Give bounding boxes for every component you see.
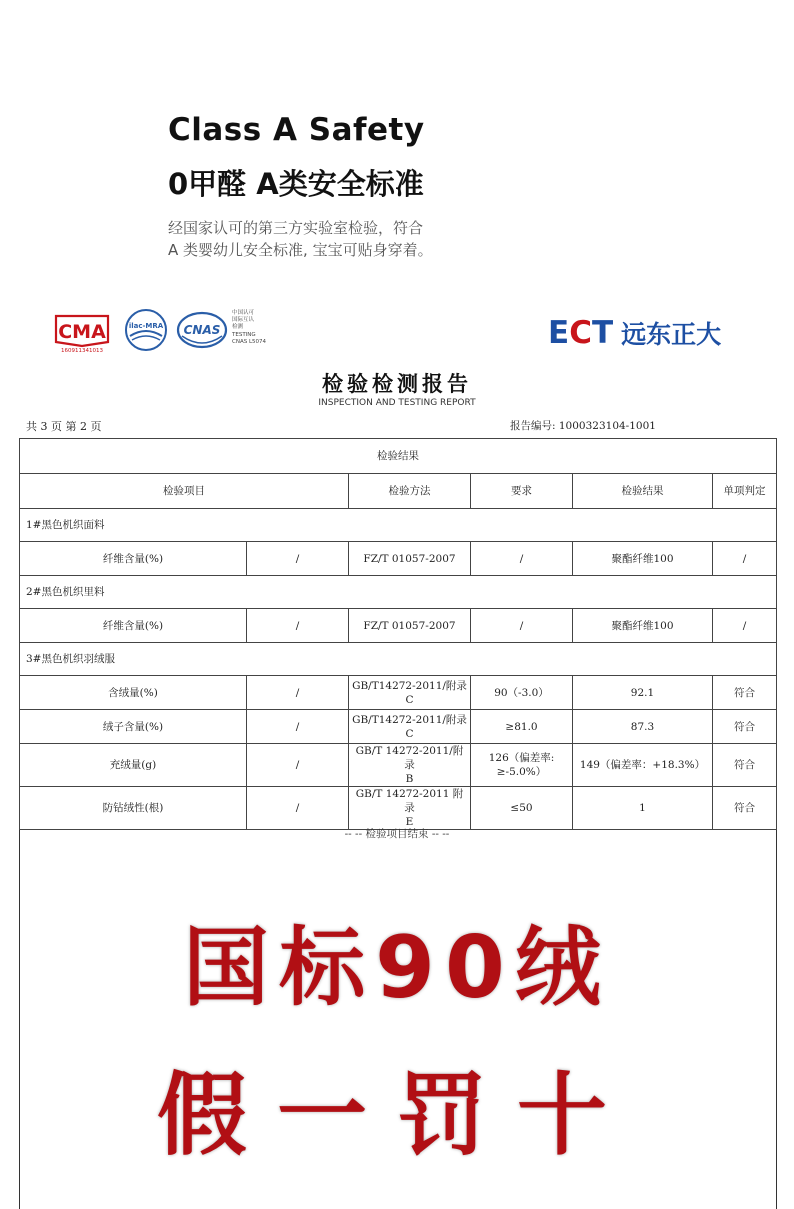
cnas-caption: [232, 310, 292, 346]
cell-result: 92.1: [573, 676, 713, 710]
cell-verdict: 符合: [713, 676, 777, 710]
cell-requirement: ≥81.0: [471, 710, 573, 744]
cell-method: [349, 676, 471, 710]
cnas-caption-line: 国际互认: [232, 317, 255, 324]
cell-method-line: C: [405, 727, 414, 740]
cell-result: 聚酯纤维100: [573, 542, 713, 576]
cma-logo-number: 160911341013: [61, 348, 103, 354]
ilac-mra-logo-text: ilac-MRA: [128, 322, 164, 330]
cell-sub: /: [247, 787, 349, 830]
table-row: [20, 710, 777, 744]
column-header-requirement: 要求: [471, 474, 573, 509]
cell-requirement: /: [471, 542, 573, 576]
table-row: [20, 542, 777, 576]
cell-sub: /: [247, 609, 349, 643]
cell-item: 纤维含量(%): [20, 609, 247, 643]
cnas-caption-line: 中国认可: [232, 310, 255, 316]
cell-item: 充绒量(g): [20, 744, 247, 787]
cell-sub: /: [247, 676, 349, 710]
cell-result: 149（偏差率：+18.3%）: [573, 744, 713, 787]
table-column-header-row: [20, 474, 777, 509]
ect-logo-chinese: 远东正大: [621, 320, 722, 349]
report-subtitle: INSPECTION AND TESTING REPORT: [318, 398, 476, 408]
cell-method-line: GB/T 14272-2011 附录: [355, 788, 464, 814]
cell-method-line: B: [405, 773, 414, 785]
section-header: 检验结果: [20, 439, 777, 474]
cell-item: 防钻绒性(根): [20, 787, 247, 830]
table-section-header-row: [20, 439, 777, 474]
ect-letter-e: E: [548, 315, 570, 351]
table-row: [20, 787, 777, 830]
cell-item: 绒子含量(%): [20, 710, 247, 744]
group-name: 2#黑色机织里料: [20, 576, 777, 609]
column-header-result: 检验结果: [573, 474, 713, 509]
column-header-method: 检验方法: [349, 474, 471, 509]
cell-sub: /: [247, 710, 349, 744]
table-row: [20, 744, 777, 787]
cell-method: FZ/T 01057-2007: [349, 609, 471, 643]
cell-verdict: 符合: [713, 787, 777, 830]
cell-method: [349, 787, 471, 830]
hero-description: [168, 217, 498, 261]
slogan-line-1: 国标90绒: [183, 918, 611, 1018]
cell-method-line: E: [405, 816, 414, 828]
table-row: [20, 609, 777, 643]
cell-requirement: [471, 744, 573, 787]
cell-result: 87.3: [573, 710, 713, 744]
cell-requirement: ≤50: [471, 787, 573, 830]
cma-logo-text: CMA: [58, 321, 106, 343]
cell-requirement-line: ≥-5.0%）: [496, 766, 547, 778]
cell-result: 1: [573, 787, 713, 830]
cnas-caption-line: 检测: [232, 324, 244, 331]
group-name: 1#黑色机织面料: [20, 509, 777, 542]
group-row: [20, 509, 777, 542]
hero-description-line-2: A 类婴幼儿安全标准, 宝宝可贴身穿着。: [168, 241, 433, 259]
ect-logo-letters: [548, 315, 613, 351]
cell-method-line: C: [405, 693, 414, 706]
column-header-verdict: 单项判定: [713, 474, 777, 509]
cell-verdict: 符合: [713, 710, 777, 744]
ect-letter-c: C: [569, 315, 592, 351]
cnas-logo-icon: [176, 310, 228, 350]
hero-title: Class A Safety: [168, 112, 425, 148]
cnas-caption-line: CNAS L5074: [232, 338, 267, 345]
cell-sub: /: [247, 744, 349, 787]
cell-requirement: /: [471, 609, 573, 643]
ect-letter-t: T: [591, 315, 614, 351]
cell-method: [349, 744, 471, 787]
cell-item: 含绒量(%): [20, 676, 247, 710]
cell-requirement: 90（-3.0）: [471, 676, 573, 710]
report-number: 报告编号: 1000323104-1001: [510, 420, 656, 432]
slogan-line-2: 假一罚十: [157, 1063, 637, 1168]
cell-method: FZ/T 01057-2007: [349, 542, 471, 576]
cell-sub: /: [247, 542, 349, 576]
cell-item: 纤维含量(%): [20, 542, 247, 576]
cell-method: [349, 710, 471, 744]
column-header-item: 检验项目: [20, 474, 349, 509]
ilac-mra-logo-icon: [124, 308, 168, 352]
end-of-items-note: -- -- 检验项目结束 -- --: [344, 828, 450, 840]
cell-verdict: 符合: [713, 744, 777, 787]
cnas-logo-text: CNAS: [183, 323, 221, 337]
cell-method-line: GB/T 14272-2011/附录: [355, 745, 464, 771]
cell-verdict: /: [713, 542, 777, 576]
report-title: 检验检测报告: [322, 371, 472, 396]
cell-verdict: /: [713, 609, 777, 643]
cell-method-line: GB/T14272-2011/附录: [352, 713, 467, 726]
ect-brand-logo: [548, 313, 721, 353]
cell-result: 聚酯纤维100: [573, 609, 713, 643]
cnas-caption-line: TESTING: [232, 331, 256, 338]
cma-logo-icon: [52, 312, 112, 354]
page-info: 共 3 页 第 2 页: [26, 420, 102, 433]
results-table: [19, 438, 777, 830]
cell-requirement-line: 126（偏差率:: [488, 752, 555, 764]
hero-subtitle: 0甲醛 A类安全标准: [168, 167, 424, 201]
group-name: 3#黑色机织羽绒服: [20, 643, 777, 676]
cell-method-line: GB/T14272-2011/附录: [352, 679, 467, 692]
group-row: [20, 643, 777, 676]
group-row: [20, 576, 777, 609]
table-row: [20, 676, 777, 710]
hero-description-line-1: 经国家认可的第三方实验室检验，符合: [168, 219, 424, 237]
